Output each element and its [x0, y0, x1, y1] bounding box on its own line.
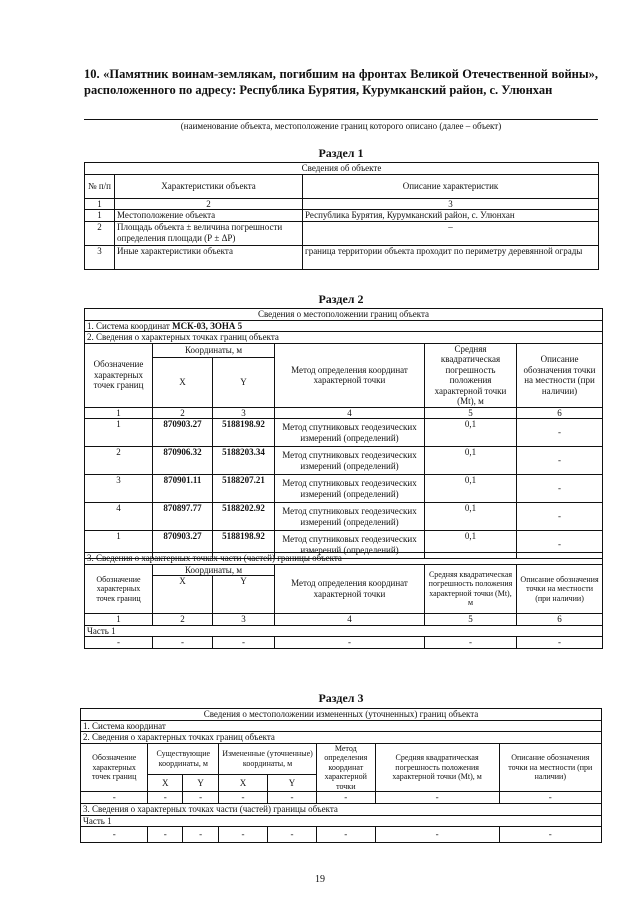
point-id: 1: [85, 419, 153, 447]
part-cell: -: [375, 827, 499, 843]
table-row: [85, 210, 599, 222]
section-2-points-table: [84, 308, 603, 559]
cell: -: [499, 792, 601, 804]
part-cell: -: [183, 827, 219, 843]
col-coordinates-header: Координаты, м: [153, 343, 275, 357]
part-cell: -: [316, 827, 375, 843]
col-existing-y-header: Y: [183, 775, 219, 792]
index-cell: 2: [115, 198, 303, 210]
subsection-3-heading: 3. Сведения о характерных точках части (частей) границы объекта: [81, 804, 602, 816]
point-accuracy: 0,1: [425, 419, 517, 447]
part-cell: -: [499, 827, 601, 843]
coordinate-system-label: 1. Система координат: [87, 320, 173, 331]
section-1-table: [84, 162, 599, 270]
part-label: Часть 1: [81, 815, 602, 827]
part-row: [81, 827, 602, 843]
point-x: 870897.77: [153, 503, 213, 531]
point-description: -: [517, 531, 603, 559]
point-id: 2: [85, 447, 153, 475]
col-changed-coordinates-header: Измененные (уточненные) координаты, м: [219, 743, 317, 775]
col-changed-x-header: X: [219, 775, 268, 792]
point-method: Метод спутниковых геодезических измерений (определений): [275, 475, 425, 503]
col-y-header: Y: [213, 357, 275, 407]
row-description: –: [303, 222, 599, 246]
point-id: 1: [85, 531, 153, 559]
part-label: Часть 1: [85, 625, 603, 637]
index-cell: 2: [153, 614, 213, 626]
object-title-note: (наименование объекта, местоположение границ которого описано (далее – объект): [84, 119, 598, 131]
point-description: -: [517, 447, 603, 475]
col-method-header: Метод определения координат характерной точки: [275, 343, 425, 407]
col-number-header: № п/п: [85, 174, 115, 198]
index-cell: 3: [213, 614, 275, 626]
col-point-header: Обозначение характерных точек границ: [85, 343, 153, 407]
point-row: [85, 475, 603, 503]
section-2-caption: Сведения о местоположении границ объекта: [85, 309, 603, 321]
point-accuracy: 0,1: [425, 531, 517, 559]
cell: -: [375, 792, 499, 804]
col-existing-x-header: X: [148, 775, 183, 792]
col-x-header: X: [153, 576, 213, 614]
coordinate-system-line: [85, 320, 603, 332]
row-number: 1: [85, 210, 115, 222]
section-2-parts-table: [84, 552, 603, 649]
part-cell: -: [148, 827, 183, 843]
part-cell: -: [219, 827, 268, 843]
subsection-2-heading: 2. Сведения о характерных точках границ объекта: [81, 732, 602, 744]
point-row: [85, 447, 603, 475]
object-title: 10. «Памятник воинам-землякам, погибшим на фронтах Великой Отечественной войны», расположенного по адресу: Республика Бурятия, Курумканский район, с. Улюнхан: [84, 67, 598, 97]
point-method: Метод спутниковых геодезических измерений (определений): [275, 503, 425, 531]
col-changed-y-header: Y: [268, 775, 317, 792]
col-existing-coordinates-header: Существующие координаты, м: [148, 743, 219, 775]
col-method-header: Метод определения координат характерной точки: [275, 564, 425, 614]
index-cell: 4: [275, 614, 425, 626]
col-point-header: Обозначение характерных точек границ: [85, 564, 153, 614]
part-cell: -: [153, 637, 213, 649]
cell: -: [81, 792, 148, 804]
point-y: 5188207.21: [213, 475, 275, 503]
point-x: 870903.27: [153, 419, 213, 447]
section-3-caption: Сведения о местоположении измененных (уточненных) границ объекта: [81, 709, 602, 721]
part-cell: -: [81, 827, 148, 843]
point-y: 5188203.34: [213, 447, 275, 475]
part-cell: -: [425, 637, 517, 649]
page-number: 19: [315, 874, 325, 885]
table-row: [85, 222, 599, 246]
cell: -: [316, 792, 375, 804]
col-point-header: Обозначение характерных точек границ: [81, 743, 148, 792]
index-cell: 1: [85, 407, 153, 419]
index-cell: 5: [425, 614, 517, 626]
row-description: Республика Бурятия, Курумканский район, с. Улюнхан: [303, 210, 599, 222]
col-coordinates-header: Координаты, м: [153, 564, 275, 576]
point-x: 870901.11: [153, 475, 213, 503]
point-accuracy: 0,1: [425, 503, 517, 531]
point-row: [85, 503, 603, 531]
point-id: 3: [85, 475, 153, 503]
point-x: 870903.27: [153, 531, 213, 559]
section-3-title: Раздел 3: [318, 691, 364, 705]
part-cell: -: [213, 637, 275, 649]
cell: -: [268, 792, 317, 804]
col-accuracy-header: Средняя квадратическая погрешность положения характерной точки (Mt), м: [425, 564, 517, 614]
part-cell: -: [268, 827, 317, 843]
cell: -: [219, 792, 268, 804]
index-cell: 6: [517, 614, 603, 626]
part-cell: -: [517, 637, 603, 649]
index-cell: 2: [153, 407, 213, 419]
col-accuracy-header: Средняя квадратическая погрешность положения характерной точки (Mt), м: [425, 343, 517, 407]
point-y: 5188202.92: [213, 503, 275, 531]
part-cell: -: [275, 637, 425, 649]
section-2-title: Раздел 2: [318, 292, 364, 306]
col-point-description-header: Описание обозначения точки на местности (при наличии): [499, 743, 601, 792]
col-method-header: Метод определения координат характерной точки: [316, 743, 375, 792]
index-cell: 1: [85, 614, 153, 626]
subsection-3-heading: 3. Сведения о характерных точках части (частей) границы объекта: [85, 553, 603, 565]
col-point-description-header: Описание обозначения точки на местности (при наличии): [517, 343, 603, 407]
part-cell: -: [85, 637, 153, 649]
point-method: Метод спутниковых геодезических измерений (определений): [275, 447, 425, 475]
index-cell: 3: [303, 198, 599, 210]
point-x: 870906.32: [153, 447, 213, 475]
point-id: 4: [85, 503, 153, 531]
col-x-header: X: [153, 357, 213, 407]
coordinate-system-value: МСК-03, ЗОНА 5: [172, 320, 243, 331]
subsection-2-heading: 2. Сведения о характерных точках границ объекта: [85, 332, 603, 344]
section-3-table: [80, 708, 602, 843]
point-description: -: [517, 419, 603, 447]
point-method: Метод спутниковых геодезических измерений (определений): [275, 419, 425, 447]
col-accuracy-header: Средняя квадратическая погрешность положения характерной точки (Mt), м: [375, 743, 499, 792]
coordinate-system-line: 1. Система координат: [81, 720, 602, 732]
section-1-title: Раздел 1: [318, 146, 364, 160]
point-y: 5188198.92: [213, 419, 275, 447]
col-y-header: Y: [213, 576, 275, 614]
row-characteristic: Иные характеристики объекта: [115, 246, 303, 270]
point-description: -: [517, 503, 603, 531]
index-cell: 6: [517, 407, 603, 419]
section-1-caption: Сведения об объекте: [85, 163, 599, 175]
index-cell: 4: [275, 407, 425, 419]
index-cell: 1: [85, 198, 115, 210]
point-y: 5188198.92: [213, 531, 275, 559]
row-number: 2: [85, 222, 115, 246]
col-characteristics-header: Характеристики объекта: [115, 174, 303, 198]
row-number: 3: [85, 246, 115, 270]
point-description: -: [517, 475, 603, 503]
point-row: [85, 419, 603, 447]
point-accuracy: 0,1: [425, 475, 517, 503]
col-point-description-header: Описание обозначения точки на местности (при наличии): [517, 564, 603, 614]
table-row: [85, 246, 599, 270]
cell: -: [148, 792, 183, 804]
row-characteristic: Площадь объекта ± величина погрешности определения площади (Р ± ΔР): [115, 222, 303, 246]
row-characteristic: Местоположение объекта: [115, 210, 303, 222]
table-row: [81, 792, 602, 804]
index-cell: 5: [425, 407, 517, 419]
part-row: [85, 637, 603, 649]
index-cell: 3: [213, 407, 275, 419]
cell: -: [183, 792, 219, 804]
col-description-header: Описание характеристик: [303, 174, 599, 198]
point-method: Метод спутниковых геодезических измерений (определений): [275, 531, 425, 559]
row-description: граница территории объекта проходит по периметру деревянной ограды: [303, 246, 599, 270]
point-accuracy: 0,1: [425, 447, 517, 475]
